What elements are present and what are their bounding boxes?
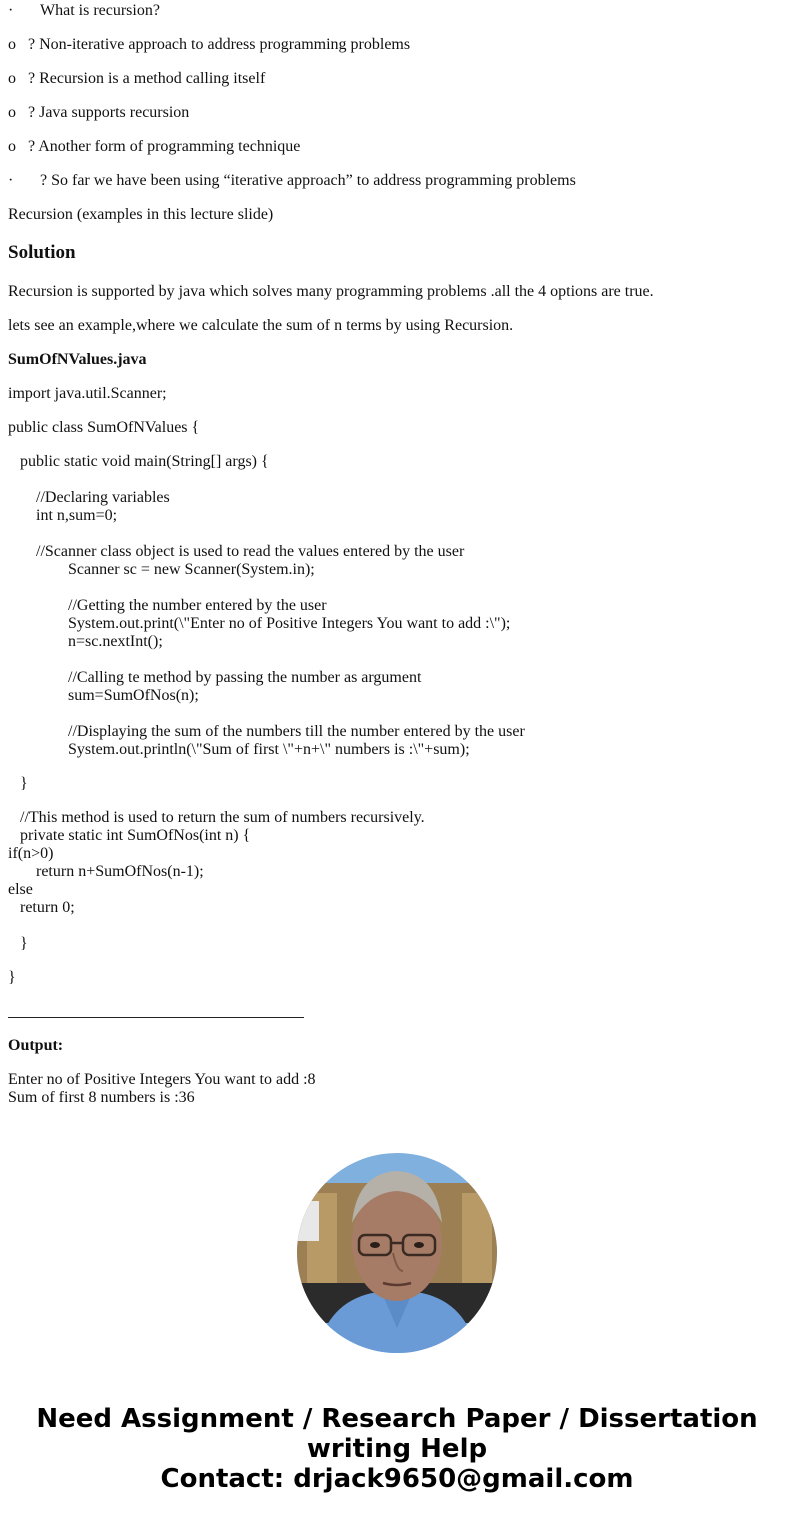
output-label: Output: bbox=[8, 1037, 64, 1054]
code-comment: //This method is used to return the sum of numbers recursively. bbox=[20, 809, 425, 826]
output-line: Sum of first 8 numbers is :36 bbox=[8, 1089, 195, 1106]
person-portrait-icon bbox=[297, 1153, 497, 1353]
bullet-marker: · bbox=[8, 2, 14, 19]
code-line: int n,sum=0; bbox=[36, 507, 118, 524]
option-marker: o bbox=[8, 138, 16, 155]
code-line: Scanner sc = new Scanner(System.in); bbox=[68, 561, 315, 578]
option-2: ? Recursion is a method calling itself bbox=[28, 70, 266, 87]
code-line: sum=SumOfNos(n); bbox=[68, 687, 199, 704]
code-comment: //Calling te method by passing the number as argument bbox=[68, 669, 422, 686]
solution-paragraph: Recursion is supported by java which solves many programming problems .all the 4 options are true. bbox=[8, 283, 654, 300]
question-note: ? So far we have been using “iterative approach” to address programming problems bbox=[40, 172, 576, 189]
question-title: What is recursion? bbox=[40, 2, 160, 19]
option-marker: o bbox=[8, 36, 16, 53]
promo-line: Need Assignment / Research Paper / Dissertation bbox=[36, 1404, 758, 1434]
promo-line: writing Help bbox=[306, 1434, 488, 1464]
bullet-marker: · bbox=[8, 172, 14, 189]
option-3: ? Java supports recursion bbox=[28, 104, 190, 121]
code-line: public static void main(String[] args) { bbox=[20, 453, 269, 470]
code-line: } bbox=[8, 969, 16, 986]
option-4: ? Another form of programming technique bbox=[28, 138, 301, 155]
code-line: } bbox=[20, 775, 28, 792]
author-avatar bbox=[297, 1153, 497, 1353]
code-comment: //Declaring variables bbox=[36, 489, 170, 506]
output-line: Enter no of Positive Integers You want to add :8 bbox=[8, 1071, 316, 1088]
code-comment: //Displaying the sum of the numbers till the number entered by the user bbox=[68, 723, 525, 740]
code-line: n=sc.nextInt(); bbox=[68, 633, 163, 650]
code-line: import java.util.Scanner; bbox=[8, 385, 167, 402]
code-line: } bbox=[20, 935, 28, 952]
question-context: Recursion (examples in this lecture slide) bbox=[8, 206, 274, 223]
code-filename: SumOfNValues.java bbox=[8, 351, 147, 368]
code-line: private static int SumOfNos(int n) { bbox=[20, 827, 251, 844]
code-line: return 0; bbox=[20, 899, 75, 916]
option-marker: o bbox=[8, 104, 16, 121]
code-comment: //Scanner class object is used to read the values entered by the user bbox=[36, 543, 465, 560]
code-comment: //Getting the number entered by the user bbox=[68, 597, 327, 614]
option-1: ? Non-iterative approach to address programming problems bbox=[28, 36, 411, 53]
code-line: return n+SumOfNos(n-1); bbox=[36, 863, 204, 880]
option-marker: o bbox=[8, 70, 16, 87]
promo-contact: Contact: drjack9650@gmail.com bbox=[160, 1464, 634, 1494]
code-line: System.out.println(\"Sum of first \"+n+\" numbers is :\"+sum); bbox=[68, 741, 470, 758]
code-line: System.out.print(\"Enter no of Positive Integers You want to add :\"); bbox=[68, 615, 511, 632]
code-line: public class SumOfNValues { bbox=[8, 419, 200, 436]
code-line: if(n>0) bbox=[8, 845, 54, 862]
solution-heading: Solution bbox=[8, 242, 76, 263]
code-line: else bbox=[8, 881, 33, 898]
divider bbox=[8, 1017, 304, 1018]
solution-paragraph: lets see an example,where we calculate the sum of n terms by using Recursion. bbox=[8, 317, 514, 334]
